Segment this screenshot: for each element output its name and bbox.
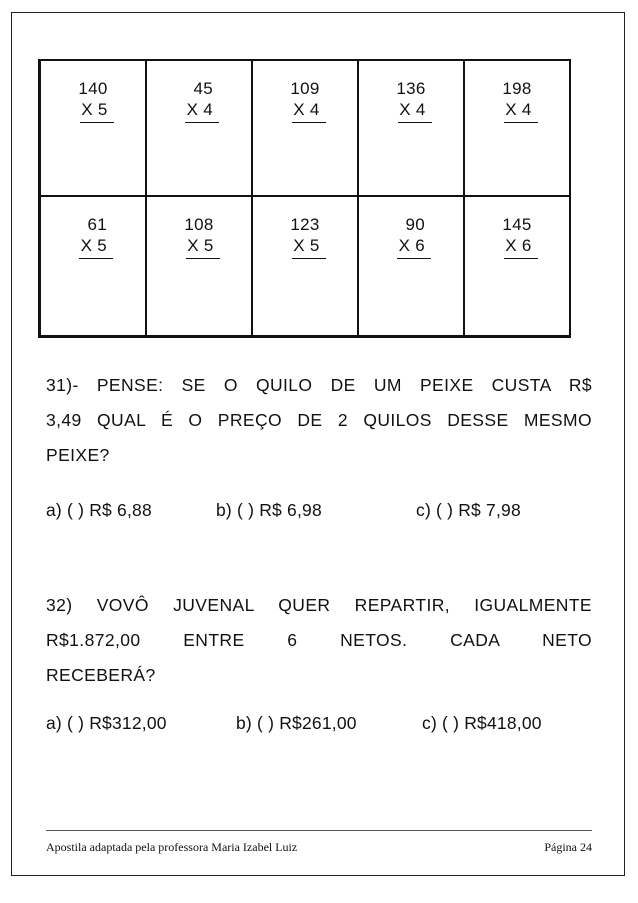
table-cell — [358, 60, 464, 196]
multiplier: X 4 — [185, 99, 213, 123]
multiplier: X 6 — [504, 235, 532, 259]
table-cell — [40, 60, 147, 196]
multiplication-problem — [79, 214, 107, 259]
multiplication-problem — [502, 214, 531, 259]
multiplicand: 90 — [405, 215, 425, 234]
table-cell — [464, 60, 570, 196]
multiplication-problem — [185, 78, 213, 123]
multiplicand: 123 — [290, 215, 320, 234]
multiplication-problem — [78, 78, 107, 123]
option-c[interactable]: c) ( ) R$418,00 — [422, 713, 542, 733]
multiplicand: 109 — [290, 79, 320, 98]
table-cell — [358, 196, 464, 337]
page-number: Página 24 — [544, 840, 592, 854]
multiplier: X 5 — [292, 235, 320, 259]
question-32-line-3: RECEBERÁ? — [46, 665, 156, 685]
multiplicand: 140 — [78, 79, 108, 98]
multiplication-table — [38, 59, 571, 338]
multiplier: X 4 — [504, 99, 532, 123]
multiplicand: 136 — [396, 79, 426, 98]
multiplicand: 61 — [87, 215, 107, 234]
multiplicand: 145 — [502, 215, 532, 234]
multiplicand: 108 — [184, 215, 214, 234]
multiplier: X 4 — [398, 99, 426, 123]
multiplier: X 6 — [397, 235, 425, 259]
table-row — [40, 196, 571, 337]
table-cell — [146, 60, 252, 196]
multiplicand: 45 — [193, 79, 213, 98]
table-cell — [252, 196, 358, 337]
multiplier: X 5 — [80, 99, 108, 123]
multiplication-problem — [290, 214, 319, 259]
multiplier: X 5 — [186, 235, 214, 259]
question-31-line-2: 3,49 QUAL É O PREÇO DE 2 QUILOS DESSE MESMO — [46, 410, 592, 430]
multiplier: X 5 — [79, 235, 107, 259]
question-32-line-1: 32) VOVÔ JUVENAL QUER REPARTIR, IGUALMENTE — [46, 595, 592, 615]
multiplication-problem — [290, 78, 319, 123]
table-cell — [146, 196, 252, 337]
option-a[interactable]: a) ( ) R$312,00 — [46, 713, 167, 733]
multiplier: X 4 — [292, 99, 320, 123]
multiplication-problem — [397, 214, 425, 259]
question-32 — [46, 588, 592, 693]
footer-author: Apostila adaptada pela professora Maria Izabel Luiz — [46, 840, 298, 854]
table-cell — [252, 60, 358, 196]
table-cell — [40, 196, 147, 337]
question-31-line-3: PEIXE? — [46, 445, 110, 465]
multiplicand: 198 — [502, 79, 532, 98]
multiplication-problem — [502, 78, 531, 123]
table-cell — [464, 196, 570, 337]
question-31 — [46, 368, 592, 473]
multiplication-problem — [184, 214, 213, 259]
question-31-line-1: 31)- PENSE: SE O QUILO DE UM PEIXE CUSTA R$ — [46, 375, 592, 395]
question-32-line-2: R$1.872,00 ENTRE 6 NETOS. CADA NETO — [46, 630, 592, 650]
option-a[interactable]: a) ( ) R$ 6,88 — [46, 500, 152, 520]
option-b[interactable]: b) ( ) R$ 6,98 — [216, 500, 322, 520]
option-b[interactable]: b) ( ) R$261,00 — [236, 713, 357, 733]
footer-divider — [46, 830, 592, 831]
table-row — [40, 60, 571, 196]
multiplication-problem — [396, 78, 425, 123]
option-c[interactable]: c) ( ) R$ 7,98 — [416, 500, 521, 520]
